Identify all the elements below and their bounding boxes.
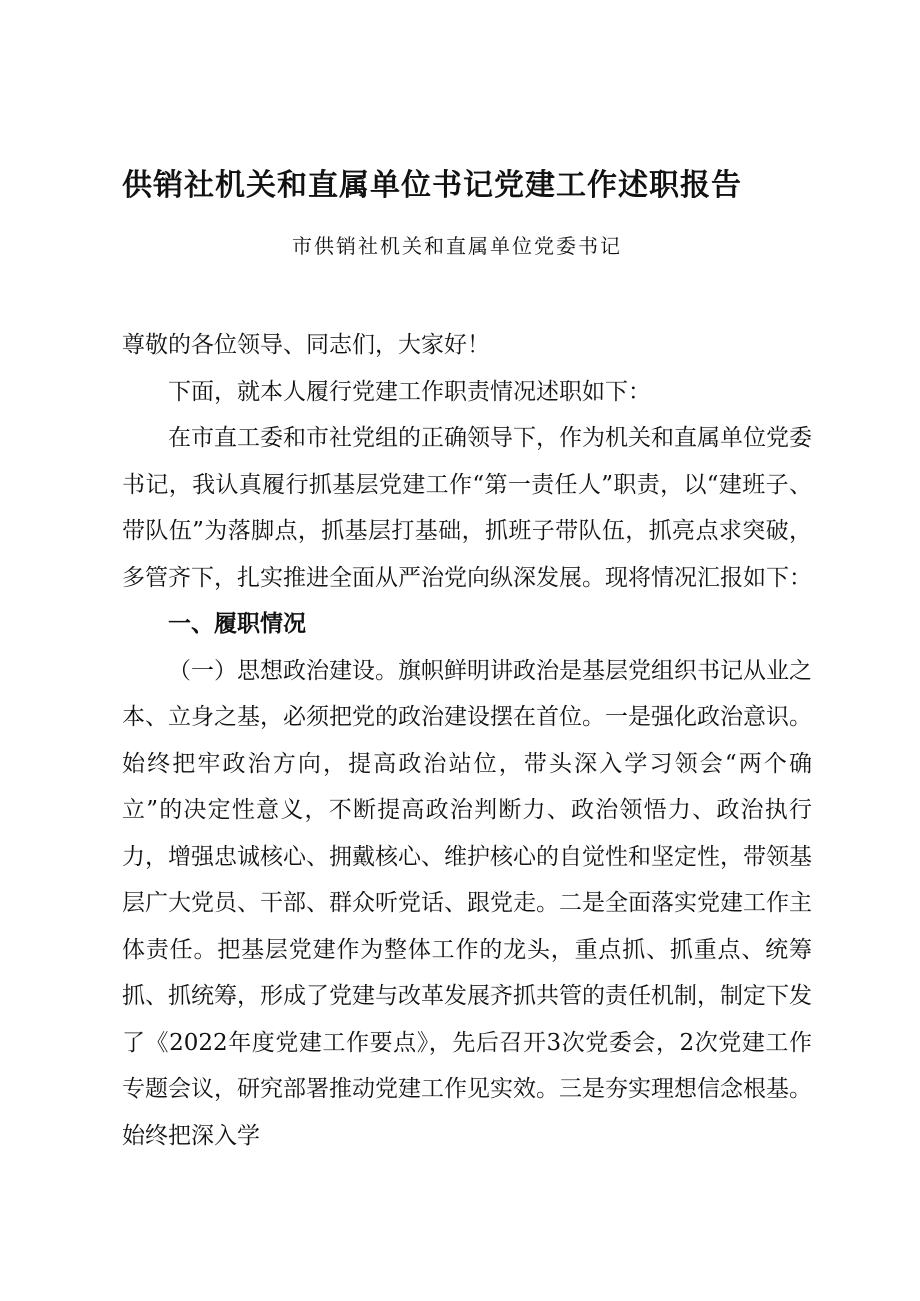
body-paragraph-1: 在市直工委和市社党组的正确领导下，作为机关和直属单位党委书记，我认真履行抓基层党建工作“第一责任人”职责，以“建班子、带队伍”为落脚点，抓基层打基础，抓班子带队伍，抓亮点求突破，多管齐下，扎实推进全面从严治党向纵深发展。现将情况汇报如下： xyxy=(122,425,812,591)
section-heading-1: 一、履职情况 xyxy=(168,611,306,637)
document-title: 供销社机关和直属单位书记党建工作述职报告 xyxy=(122,168,742,203)
greeting-paragraph: 尊敬的各位领导、同志们，大家好！ xyxy=(122,332,490,358)
document-subtitle: 市供销社机关和直属单位党委书记 xyxy=(292,234,622,258)
document-body xyxy=(122,322,812,1159)
intro-paragraph: 下面，就本人履行党建工作职责情况述职如下： xyxy=(168,378,651,405)
body-paragraph-2: （一）思想政治建设。旗帜鲜明讲政治是基层党组织书记从业之本、立身之基，必须把党的政治建设摆在首位。一是强化政治意识。始终把牢政治方向，提高政治站位，带头深入学习领会“两个确立”的决定性意义，不断提高政治判断力、政治领悟力、政治执行力，增强忠诚核心、拥戴核心、维护核心的自觉性和坚定性，带领基层广大党员、干部、群众听党话、跟党走。二是全面落实党建工作主体责任。把基层党建作为整体工作的龙头，重点抓、抓重点、统筹抓、抓统筹，形成了党建与改革发展齐抓共管的责任机制，制定下发了《2022年度党建工作要点》，先后召开3次党委会，2次党建工作专题会议，研究部署推动党建工作见实效。三是夯实理想信念根基。始终把深入学 xyxy=(122,657,812,1149)
